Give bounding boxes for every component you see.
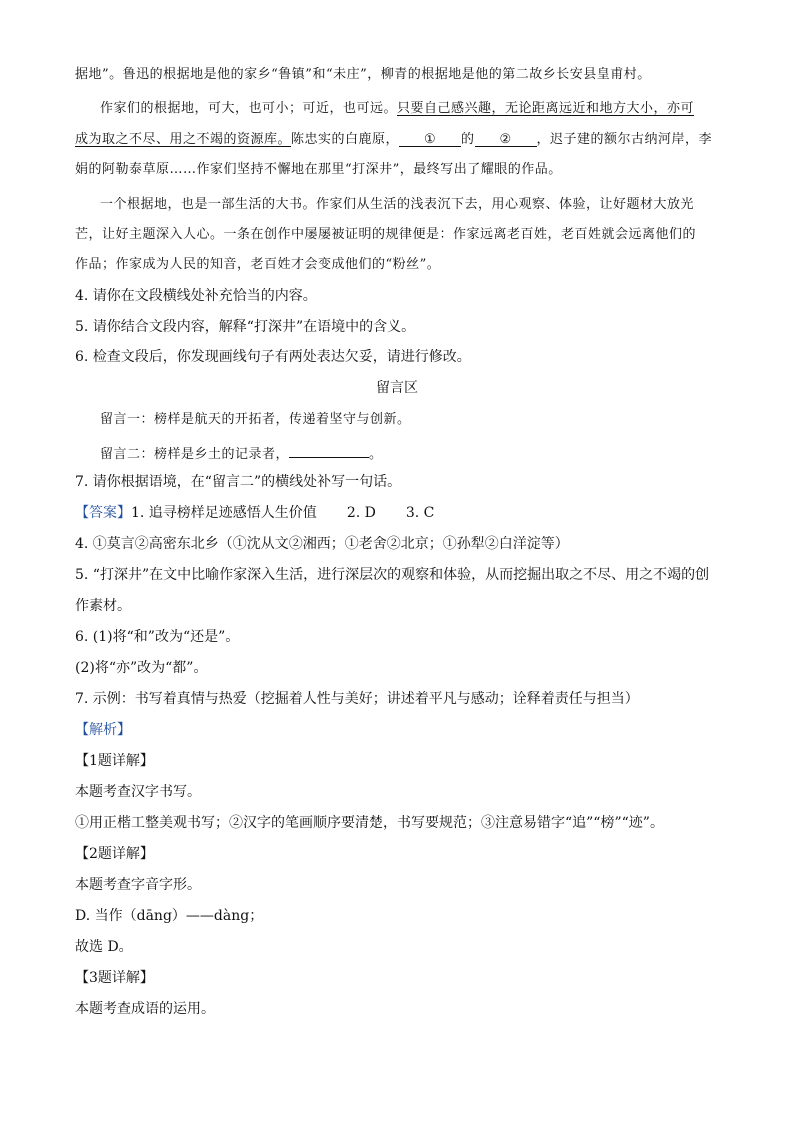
answer-6-line-2: (2)将“亦”改为“都”。 xyxy=(75,660,208,676)
answer-5-line-1: 5. “打深井”在文中比喻作家深入生活，进行深层次的观察和体验，从而挖掘出取之不尽、用之不竭的创 xyxy=(75,567,710,583)
answer-5-line-2: 作素材。 xyxy=(75,598,131,614)
question-7: 7. 请你根据语境，在“留言二”的横线处补写一句话。 xyxy=(75,474,402,490)
answer-1: 1. 追寻榜样足迹感悟人生价值 xyxy=(131,505,317,521)
message-2-blank xyxy=(289,444,369,458)
answer-blank-2: ② xyxy=(475,133,537,147)
passage-line-1: 据地”。鲁迅的根据地是他的家乡“鲁镇”和“未庄”，柳青的根据地是他的第二故乡长安县皇甫村。 xyxy=(75,67,651,82)
passage-text: 作家们的根据地，可大，也可小；可近，也可远。 xyxy=(100,101,398,116)
detail-2-title: 【2题详解】 xyxy=(75,846,154,862)
detail-1-text-1: 本题考查汉字书写。 xyxy=(75,784,201,800)
detail-2-text-1: 本题考查字音字形。 xyxy=(75,877,201,893)
passage-text: ，迟子建的额尔古纳河岸，李 xyxy=(536,132,713,147)
answer-6-line-1: 6. (1)将“和”改为“还是”。 xyxy=(75,629,240,645)
passage-text: 的 xyxy=(461,132,475,147)
message-2 xyxy=(100,444,383,461)
detail-3-text-1: 本题考查成语的运用。 xyxy=(75,1001,215,1017)
question-6: 6. 检查文段后，你发现画线句子有两处表达欠妥，请进行修改。 xyxy=(75,349,471,365)
answer-blank-1: ① xyxy=(399,133,461,147)
answer-tag: 【答案】 xyxy=(75,505,131,521)
passage-line-4: 娟的阿勒泰草原……作家们坚持不懈地在那里“打深井”，最终写出了耀眼的作品。 xyxy=(75,162,562,177)
detail-3-title: 【3题详解】 xyxy=(75,970,154,986)
underlined-sentence: 只要自己感兴趣，无论距离远近和地方大小，亦可 xyxy=(397,101,695,116)
detail-2-text-3: 故选 D。 xyxy=(75,939,133,955)
passage-line-6: 芒，让好主题深入人心。一条在创作中屡屡被证明的规律便是：作家远离老百姓，老百姓就会远离他们的 xyxy=(75,227,697,242)
detail-2-text-2: D. 当作（dāng）——dàng； xyxy=(75,908,264,924)
detail-1-text-2: ①用正楷工整美观书写；②汉字的笔画顺序要清楚，书写要规范；③注意易错字“追”“榜”“迹”。 xyxy=(75,815,664,831)
passage-line-5: 一个根据地，也是一部生活的大书。作家们从生活的浅表沉下去，用心观察、体验，让好题材大放光 xyxy=(100,197,695,212)
passage-line-7: 作品；作家成为人民的知音，老百姓才会变成他们的“粉丝”。 xyxy=(75,257,441,272)
message-2-text: 留言二：榜样是乡土的记录者， xyxy=(100,447,290,462)
answer-2: 2. D xyxy=(346,505,376,521)
underlined-sentence-end: 成为取之不尽、用之不竭的资源库。 xyxy=(75,132,292,147)
detail-1-title: 【1题详解】 xyxy=(75,753,154,769)
question-5: 5. 请你结合文段内容，解释“打深井”在语境中的含义。 xyxy=(75,319,416,335)
message-area-title: 留言区 xyxy=(376,380,418,396)
answer-3: 3. C xyxy=(405,505,435,521)
analysis-tag: 【解析】 xyxy=(75,722,131,738)
answer-line-1 xyxy=(75,506,434,520)
message-1: 留言一：榜样是航天的开拓者，传递着坚守与创新。 xyxy=(100,412,411,427)
question-4: 4. 请你在文段横线处补充恰当的内容。 xyxy=(75,288,317,304)
answer-7: 7. 示例：书写着真情与热爱（挖掘着人性与美好；讲述着平凡与感动；诠释着责任与担当） xyxy=(75,691,639,707)
answer-4: 4. ①莫言②高密东北乡（①沈从文②湘西；①老舍②北京；①孙犁②白洋淀等） xyxy=(75,536,569,552)
passage-line-3 xyxy=(75,133,712,147)
message-2-end: 。 xyxy=(369,447,383,462)
passage-text: 陈忠实的白鹿原， xyxy=(291,132,400,147)
passage-line-2 xyxy=(100,102,694,115)
